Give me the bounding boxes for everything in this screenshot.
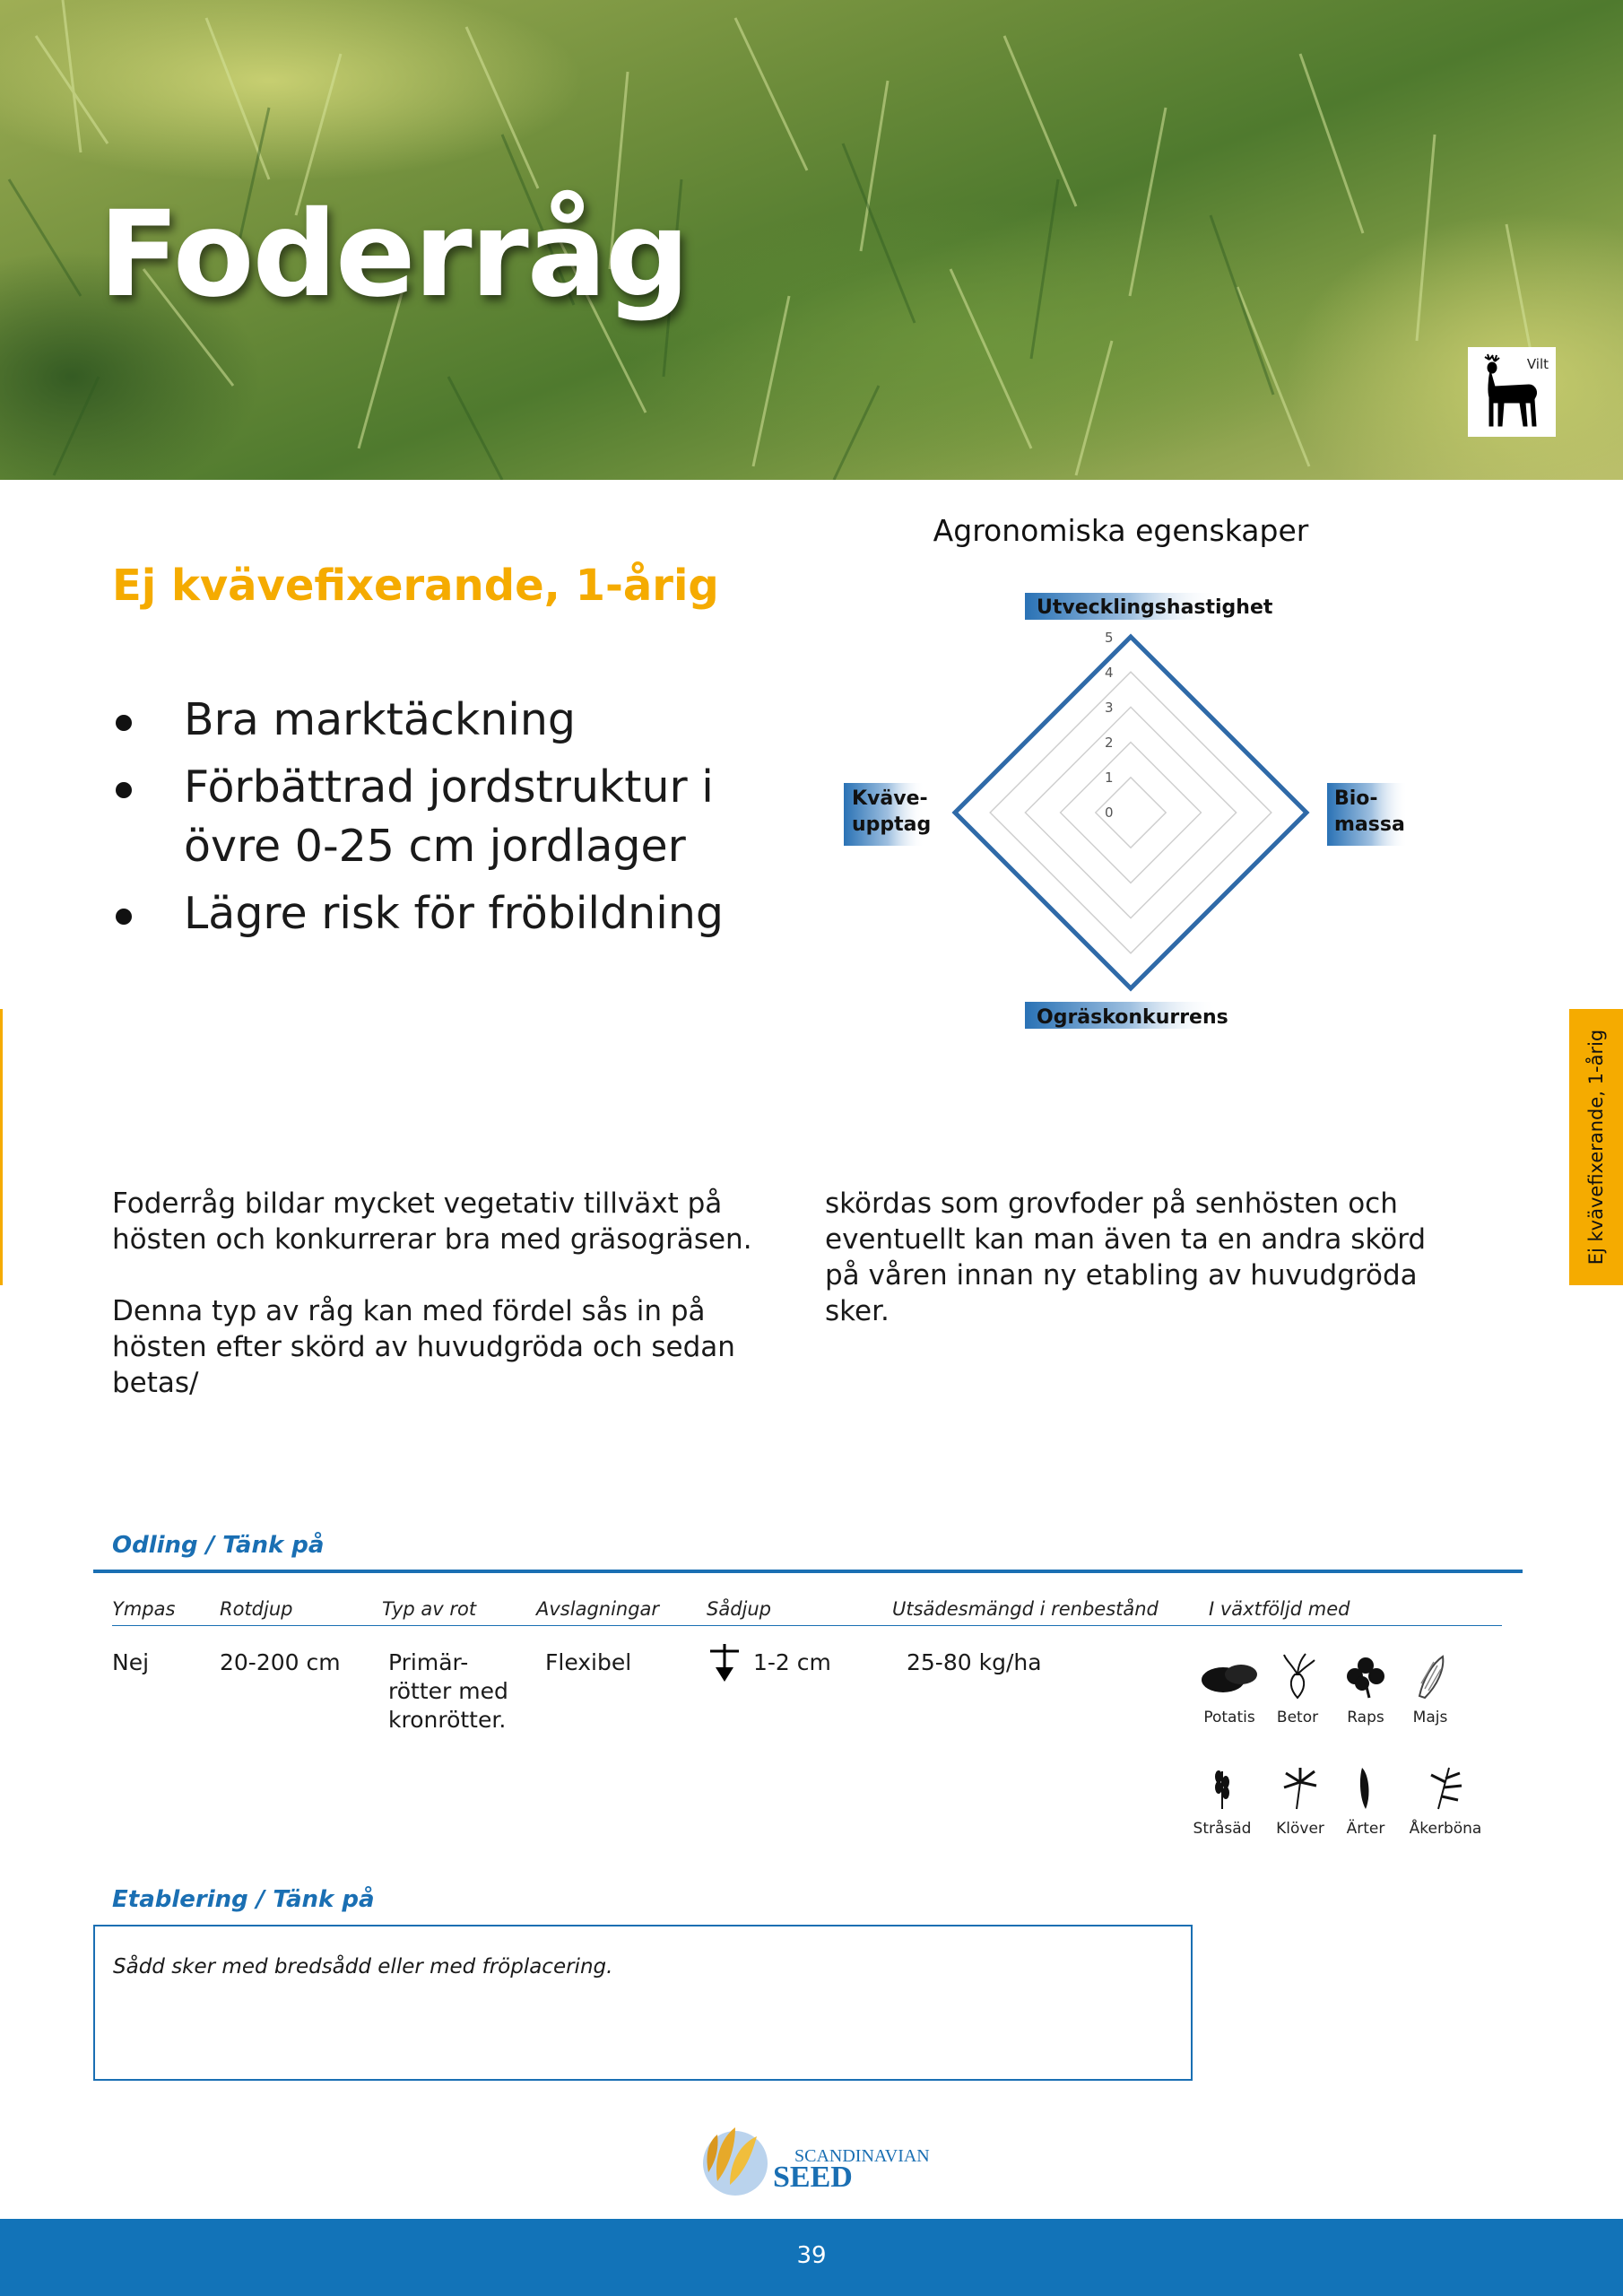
clover-icon <box>1277 1764 1324 1811</box>
crop-klover: Klöver <box>1260 1764 1341 1838</box>
section-divider <box>93 1570 1523 1573</box>
seed-depth-icon <box>708 1644 741 1685</box>
axis-label-top: Utvecklingshastighet <box>1037 596 1273 619</box>
cell-rotdjup: 20-200 cm <box>220 1649 341 1675</box>
logo-line-1: Scandinavian <box>794 2146 930 2166</box>
seed-logo-icon <box>699 2118 933 2199</box>
tick-label-5: 5 <box>1105 630 1114 646</box>
list-item: Förbättrad jordstruktur i övre 0-25 cm jordlager <box>112 758 758 876</box>
footer-bar <box>0 2219 1623 2296</box>
etablering-text: Sådd sker med bredsådd eller med fröplacering. <box>113 1955 613 1979</box>
grid-ring-5 <box>955 637 1306 988</box>
page-number: 39 <box>796 2242 827 2269</box>
cell-avslagningar: Flexibel <box>545 1649 632 1675</box>
tick-label-3: 3 <box>1105 700 1114 716</box>
tick-label-4: 4 <box>1105 665 1114 681</box>
axis-label-right-2: massa <box>1334 813 1405 836</box>
pea-icon <box>1342 1764 1389 1811</box>
crop-potatis: Potatis <box>1189 1653 1270 1726</box>
tick-label-1: 1 <box>1105 770 1114 786</box>
crop-raps: Raps <box>1325 1653 1406 1726</box>
body-column-2 <box>825 1186 1453 1365</box>
radar-grid <box>955 637 1306 988</box>
chart-title: Agronomiska egenskaper <box>933 513 1309 548</box>
radar-chart <box>0 0 1623 1076</box>
etablering-box <box>93 1925 1193 2081</box>
odling-heading: Odling / Tänk på <box>112 1532 325 1559</box>
list-item: Lägre risk för fröbildning <box>112 884 758 944</box>
crop-akerbona: Åkerböna <box>1405 1764 1486 1838</box>
grid-ring-2 <box>1061 743 1202 883</box>
list-item: Bra marktäckning <box>112 691 758 750</box>
radar-series-polygon <box>955 637 1306 988</box>
cell-ympas: Nej <box>112 1649 150 1675</box>
column-header-sadjup: Sådjup <box>707 1598 772 1620</box>
column-header-utsadesmangd: Utsädesmängd i renbestånd <box>892 1598 1159 1620</box>
column-header-vaxtfoljd: I växtföljd med <box>1209 1598 1350 1620</box>
side-tab[interactable] <box>1569 1009 1623 1285</box>
crop-betor: Betor <box>1257 1653 1338 1726</box>
crop-strasad: Stråsäd <box>1182 1764 1263 1838</box>
rapeseed-icon <box>1342 1653 1389 1700</box>
body-paragraph: Denna typ av råg kan med fördel sås in på hösten efter skörd av huvudgröda och sedan betas/ <box>112 1295 735 1399</box>
axis-label-right-1: Bio- <box>1334 787 1378 810</box>
axis-label-left-1: Kväve- <box>852 787 928 810</box>
column-header-typ-av-rot: Typ av rot <box>382 1598 477 1620</box>
body-column-1 <box>112 1186 758 1437</box>
subtitle: Ej kvävefixerande, 1-årig <box>112 561 719 611</box>
cell-sadjup: 1-2 cm <box>753 1649 831 1675</box>
crop-majs: Majs <box>1390 1653 1471 1726</box>
scandinavian-seed-logo <box>699 2118 933 2199</box>
cereal-icon <box>1199 1764 1245 1811</box>
page-title: Foderråg <box>99 186 689 324</box>
side-tab-label: Ej kvävefixerande, 1-årig <box>1585 1029 1607 1265</box>
tick-label-0: 0 <box>1105 804 1114 821</box>
logo-line-2: Seed <box>773 2161 853 2194</box>
table-header-rule <box>112 1625 1502 1626</box>
potato-icon <box>1198 1653 1261 1700</box>
vilt-label: Vilt <box>1526 356 1549 372</box>
crop-arter: Ärter <box>1325 1764 1406 1838</box>
body-paragraph: Foderråg bildar mycket vegetativ tillväxt på hösten och konkurrerar bra med gräsogräsen. <box>112 1187 752 1256</box>
body-paragraph: skördas som grovfoder på senhösten och eventuellt kan man även ta en andra skörd på våren innan ny etabling av huvudgröda sker. <box>825 1187 1427 1327</box>
field-bean-icon <box>1422 1764 1469 1811</box>
tick-label-2: 2 <box>1105 735 1114 751</box>
beet-icon <box>1275 1653 1320 1700</box>
grid-ring-3 <box>1025 707 1236 918</box>
column-header-ympas: Ympas <box>112 1598 176 1620</box>
cell-typ-av-rot: Primär- rötter med kronrötter. <box>388 1649 508 1733</box>
corn-icon <box>1407 1653 1454 1700</box>
etablering-heading: Etablering / Tänk på <box>112 1886 375 1913</box>
column-header-avslagningar: Avslagningar <box>536 1598 660 1620</box>
grid-ring-4 <box>990 672 1271 953</box>
left-accent-rule <box>0 1009 3 1285</box>
axis-label-left-2: upptag <box>852 813 932 836</box>
axis-label-bottom: Ogräskonkurrens <box>1037 1006 1228 1029</box>
cell-utsadesmangd: 25-80 kg/ha <box>907 1649 1042 1675</box>
column-header-rotdjup: Rotdjup <box>220 1598 293 1620</box>
